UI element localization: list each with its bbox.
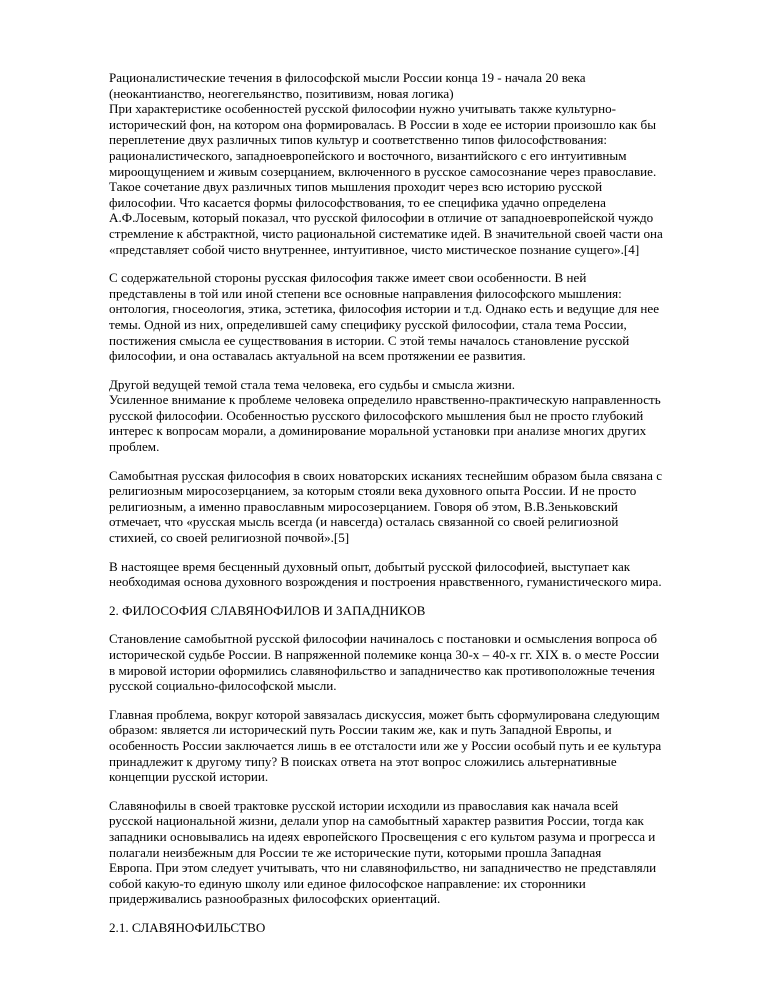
paragraph-line: русской философии. Особенностью русского философского мышления был не просто глубокий (109, 407, 644, 423)
paragraph-line: Такое сочетание двух различных типов мышления проходит через всю историю русской (109, 179, 603, 195)
paragraph-line: Усиленное внимание к проблеме человека определило нравственно-практическую направленность (109, 392, 661, 408)
paragraph (109, 270, 728, 364)
paragraph-line: интерес к вопросам морали, а доминирование моральной установки при анализе многих других (109, 423, 647, 439)
paragraph-line: западники основывались на идеях европейского Просвещения с его культом разума и прогресса и (109, 828, 656, 844)
paragraph (109, 559, 728, 590)
paragraph (109, 707, 728, 785)
paragraph-line: представлены в той или иной степени все основные направления философского мышления: (109, 285, 622, 301)
section-heading (109, 920, 728, 936)
paragraph (109, 377, 728, 455)
paragraph-line: (неокантианство, неогегельянство, позитивизм, новая логика) (109, 85, 454, 101)
paragraph-line: переплетение двух различных типов культур и соответственно типов философствования: (109, 132, 607, 148)
paragraph-line: философии. Что касается формы философствования, то ее специфика удачно определена (109, 194, 606, 210)
paragraph-line: образом: является ли исторический путь России таким же, как и путь Западной Европы, и (109, 722, 612, 738)
paragraph-line: философии, и она оставалась актуальной на всем протяжении ее развития. (109, 348, 526, 364)
paragraph-line: необходимая основа духовного возрождения и построения нравственного, гуманистического мира. (109, 574, 662, 590)
paragraph-line: онтология, гносеология, этика, эстетика, философия истории и т.д. Однако есть и ведущие для нее (109, 301, 660, 317)
paragraph-line: собой какую-то единую школу или единое философское направление: их сторонники (109, 875, 586, 891)
paragraph-line: исторический фон, на котором она формировалась. В России в ходе ее истории произошло как бы (109, 116, 656, 132)
paragraph-line: темы. Одной из них, определившей саму специфику русской философии, стала тема России, (109, 316, 627, 332)
paragraph-line: С содержательной стороны русская философия также имеет свои особенности. В ней (109, 270, 587, 286)
paragraph-line: мироощущением и живым созерцанием, включенного в русское самосознание через православие. (109, 163, 657, 179)
paragraph-line: придерживались разнообразных философских ориентаций. (109, 891, 441, 907)
paragraph-line: особенность России заключается лишь в ее отсталости или же у России особый путь и ее культура (109, 737, 662, 753)
heading-text: 2.1. СЛАВЯНОФИЛЬСТВО (109, 919, 266, 935)
paragraph-line: постижения смысла ее существования в истории. С этой темы началось становление русской (109, 332, 630, 348)
paragraph-line: В настоящее время бесценный духовный опыт, добытый русской философией, выступает как (109, 558, 631, 574)
paragraph-line: А.Ф.Лосевым, который показал, что русской философии в отличие от западноевропейской чуждо (109, 210, 654, 226)
paragraph-line: рационалистического, западноевропейского и восточного, византийского с его интуитивным (109, 147, 627, 163)
paragraph (109, 631, 728, 693)
paragraph-line: русской национальной жизни, делали упор на самобытный характер развития России, тогда как (109, 813, 644, 829)
paragraph-line: Другой ведущей темой стала тема человека, его судьбы и смысла жизни. (109, 376, 515, 392)
heading-text: 2. ФИЛОСОФИЯ СЛАВЯНОФИЛОВ И ЗАПАДНИКОВ (109, 602, 426, 618)
paragraph-line: При характеристике особенностей русской философии нужно учитывать также культурно- (109, 101, 616, 117)
paragraph (109, 798, 728, 907)
paragraph-line: исторической судьбе России. В напряженной полемике конца 30-х – 40-х гг. XIX в. о месте России (109, 647, 660, 662)
paragraph-line: отмечает, что «русская мысль всегда (и навсегда) осталась связанной со своей религиозной (109, 514, 619, 530)
paragraph (109, 468, 728, 546)
paragraph-line: концепции русской истории. (109, 769, 269, 785)
paragraph (109, 70, 728, 257)
paragraph-line: Славянофилы в своей трактовке русской истории исходили из православия как начала всей (109, 797, 619, 813)
paragraph-line: Становление самобытной русской философии начиналось с постановки и осмысления вопроса об (109, 631, 657, 647)
paragraph-line: в мировой истории оформились славянофильство и западничество как противоположные течения (109, 662, 655, 678)
paragraph-line: принадлежит к другому типу? В поисках ответа на этот вопрос сложились альтернативные (109, 753, 617, 769)
paragraph-line: «представляет собой чисто внутреннее, интуитивное, чисто мистическое познание сущего».[4] (109, 241, 640, 257)
paragraph-line: Рационалистические течения в философской мысли России конца 19 - начала 20 века (109, 70, 586, 85)
section-heading (109, 603, 728, 619)
paragraph-line: полагали неизбежным для России те же исторические пути, которыми прошла Западная (109, 844, 602, 860)
paragraph-line: Самобытная русская философия в своих новаторских исканиях теснейшим образом была связана с (109, 467, 663, 483)
paragraph-line: Главная проблема, вокруг которой завязалась дискуссия, может быть сформулирована следующим (109, 706, 660, 722)
paragraph-line: проблем. (109, 439, 160, 455)
paragraph-line: религиозным миросозерцанием, за которым стояли века духовного опыта России. И не просто (109, 483, 637, 499)
paragraph-line: стремление к абстрактной, чисто рациональной систематике идей. В значительной своей части она (109, 225, 663, 241)
paragraph-line: стихией, со своей религиозной почвой».[5] (109, 530, 350, 546)
paragraph-line: религиозным, а именно православным миросозерцанием. Говоря об этом, В.В.Зеньковский (109, 498, 618, 514)
paragraph-line: русской социально-философской мысли. (109, 678, 337, 694)
paragraph-line: Европа. При этом следует учитывать, что ни славянофильство, ни западничество не представляли (109, 860, 657, 876)
